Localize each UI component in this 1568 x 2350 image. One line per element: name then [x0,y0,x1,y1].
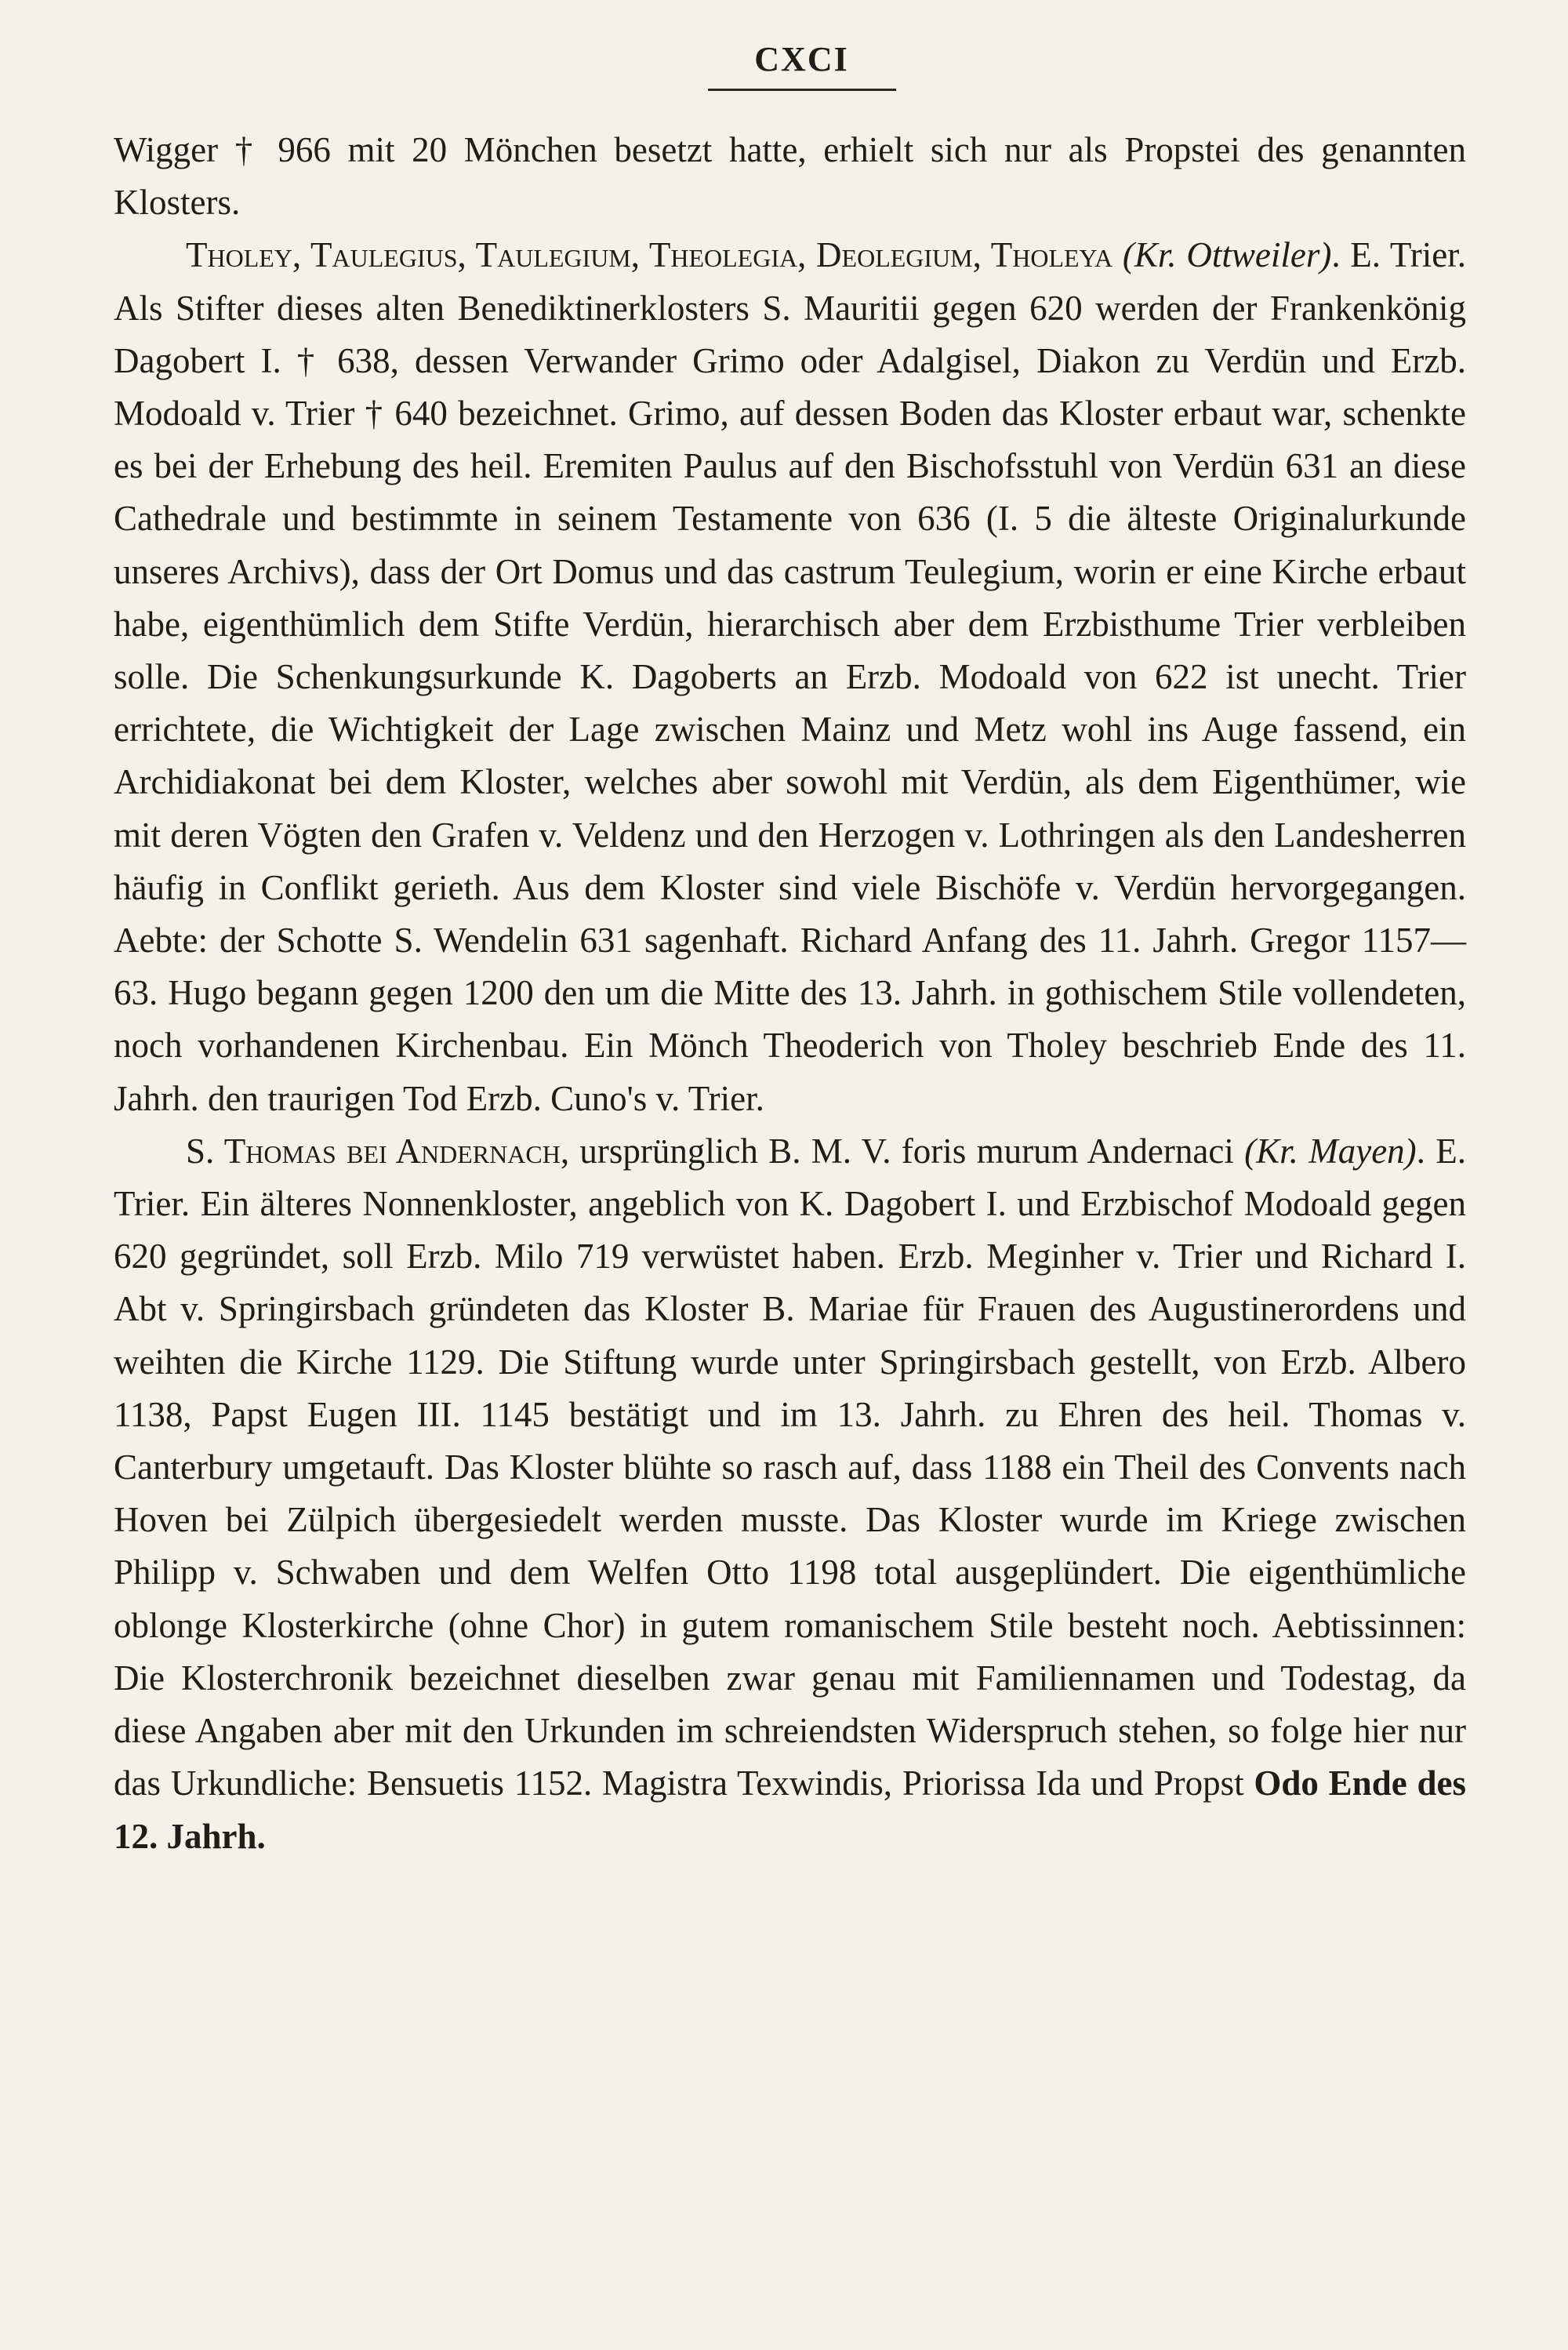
paragraph-wigger [114,124,1466,229]
header-rule [708,89,896,91]
text-body [114,124,1466,1863]
paragraph-s-thomas [114,1125,1466,1863]
text-segment: . E. Trier. Als Stifter dieses alten Benediktinerklosters S. Mauritii gegen 620 werden der Frankenkönig Dagobert I. † 638, dessen Verwander Grimo oder Adalgisel, Diakon zu Verdün und Erzb. Modoald v. Trier † 640 bezeichnet. Grimo, auf dessen Boden das Kloster erbaut war, schenkte es bei der Erhebung des heil. Eremiten Paulus auf den Bischofsstuhl von Verdün 631 an diese Cathedrale und bestimmte in seinem Testamente von 636 (I. 5 die älteste Originalurkunde unseres Archivs), dass der Ort Domus und das castrum Teulegium, worin er eine Kirche erbaut habe, eigenthümlich dem Stifte Verdün, hierarchisch aber dem Erzbisthume Trier verbleiben solle. Die Schenkungsurkunde K. Dagoberts an Erzb. Modoald von 622 ist unecht. Trier errichtete, die Wichtigkeit der Lage zwischen Mainz und Metz wohl ins Auge fassend, ein Archidiakonat bei dem Kloster, welches aber sowohl mit Verdün, als dem Eigenthümer, wie mit deren Vögten den Grafen v. Veldenz und den Herzogen v. Lothringen als den Landesherren häufig in Conflikt gerieth. Aus dem Kloster sind viele Bischöfe v. Verdün hervorgegangen. Aebte: der Schotte S. Wendelin 631 sagenhaft. Richard Anfang des 11. Jahrh. Gregor 1157—63. Hugo begann gegen 1200 den um die Mitte des 13. Jahrh. in gothischem Stile vollendeten, noch vorhandenen Kirchenbau. Ein Mönch Theoderich von Tholey beschrieb Ende des 11. Jahrh. den traurigen Tod Erzb. Cuno's v. Trier. [114,235,1467,1118]
text-segment: Wigger † 966 mit 20 Mönchen besetzt hatte, erhielt sich nur als Propstei des genannten Klosters. [114,130,1466,223]
text-segment: . E. Trier. Ein älteres Nonnenkloster, angeblich von K. Dagobert I. und Erzbischof Modoald gegen 620 gegründet, soll Erzb. Milo 719 verwüstet haben. Erzb. Meginher v. Trier und Richard I. Abt v. Springirsbach gründeten das Kloster B. Mariae für Frauen des Augustinerordens und weihten die Kirche 1129. Die Stiftung wurde unter Springirsbach gestellt, von Erzb. Albero 1138, Papst Eugen III. 1145 bestätigt und im 13. Jahrh. zu Ehren des heil. Thomas v. Canterbury umgetauft. Das Kloster blühte so rasch auf, dass 1188 ein Theil des Convents nach Hoven bei Zülpich übergesiedelt werden musste. Das Kloster wurde im Kriege zwischen Philipp v. Schwaben und dem Welfen Otto 1198 total ausgeplündert. Die eigenthümliche oblonge Klosterkirche (ohne Chor) in gutem romanischem Stile besteht noch. Aebtissinnen: Die Klosterchronik bezeichnet dieselben zwar genau mit Familiennamen und Todestag, da diese Angaben aber mit den Urkunden im schreiendsten Widerspruch stehen, so folge hier nur das Urkundliche: Bensuetis 1152. Magistra Texwindis, Priorissa Ida und Propst [114,1131,1466,1803]
text-segment: S. Thomas bei Andernach [186,1131,561,1171]
text-segment: , ursprünglich B. M. V. foris murum Andernaci [560,1131,1245,1171]
text-segment: (Kr. Ottweiler) [1122,235,1332,275]
page-number: CXCI [754,40,849,78]
text-segment [1112,235,1123,274]
text-segment: Tholey, Taulegius, Taulegium, Theolegia, Deolegium, Tholeya [186,235,1113,275]
text-segment: (Kr. Mayen) [1244,1131,1417,1171]
text-segment: Odo Ende des 12. Jahrh. [114,1763,1466,1856]
paragraph-tholey [114,229,1466,1124]
